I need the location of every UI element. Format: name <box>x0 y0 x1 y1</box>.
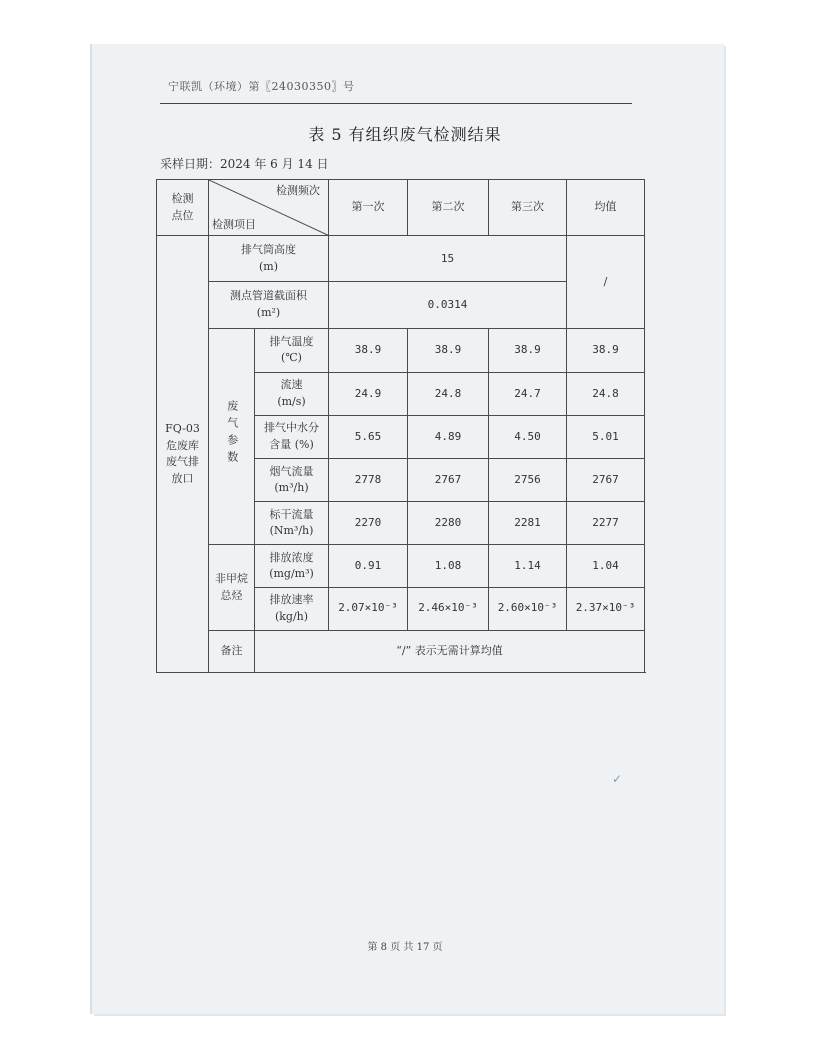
diagonal-header-cell <box>209 180 329 236</box>
col-header-3: 第三次 <box>489 180 567 236</box>
results-table <box>156 179 645 673</box>
gas-row-label: 排气温度 (℃) <box>255 328 329 372</box>
table-cell: 2281 <box>489 502 567 545</box>
nmhc-row-label: 排放速率 (kg/h) <box>255 587 329 630</box>
frequency-header: 检测频次 <box>276 184 320 197</box>
point-header: 检测 点位 <box>157 180 209 236</box>
table-cell: 2.07×10⁻³ <box>329 587 408 630</box>
table-cell: 38.9 <box>567 328 645 372</box>
page-footer: 第 8 页 共 17 页 <box>367 942 443 953</box>
table-cell: 5.65 <box>329 415 408 458</box>
nmhc-group: 非甲烷 总烃 <box>209 545 255 630</box>
table-cell: 2.46×10⁻³ <box>408 587 489 630</box>
gas-row-label: 标干流量 (Nm³/h) <box>255 502 329 545</box>
table-cell: 24.9 <box>329 372 408 415</box>
table-cell: 2.60×10⁻³ <box>489 587 567 630</box>
table-cell: 2767 <box>567 459 645 502</box>
table-cell: 2277 <box>567 502 645 545</box>
nmhc-row-label: 排放浓度 (mg/m³) <box>255 545 329 587</box>
table-cell: 4.89 <box>408 415 489 458</box>
table-cell: 0.91 <box>329 545 408 587</box>
header-divider <box>160 103 632 104</box>
table-cell: 24.8 <box>567 372 645 415</box>
table-cell: 2778 <box>329 459 408 502</box>
gas-row-label: 排气中水分 含量 (%) <box>255 415 329 458</box>
section-area-value: 0.0314 <box>329 282 567 328</box>
table-cell: 38.9 <box>329 328 408 372</box>
table-header-row <box>157 180 645 236</box>
table-cell: 2.37×10⁻³ <box>567 587 645 630</box>
col-header-2: 第二次 <box>408 180 489 236</box>
table-cell: 1.04 <box>567 545 645 587</box>
table-cell: 24.8 <box>408 372 489 415</box>
table-cell: 2270 <box>329 502 408 545</box>
table-cell: 2756 <box>489 459 567 502</box>
gas-row-label: 流速 (m/s) <box>255 372 329 415</box>
table-cell: 2280 <box>408 502 489 545</box>
col-header-mean: 均值 <box>567 180 645 236</box>
table-title: 表 5 有组织废气检测结果 <box>308 125 502 144</box>
table-cell: 38.9 <box>408 328 489 372</box>
remark-label: 备注 <box>209 630 255 672</box>
gas-params-group: 废气参数 <box>209 328 255 545</box>
table-cell: 38.9 <box>489 328 567 372</box>
remark-row <box>157 630 645 672</box>
check-mark: ✓ <box>612 772 623 786</box>
sampling-date: 采样日期：2024 年 6 月 14 日 <box>160 157 329 171</box>
table-row <box>157 328 645 372</box>
table-row <box>157 236 645 282</box>
table-row <box>157 545 645 587</box>
document-number: 宁联凯（环境）第〖24030350〗号 <box>168 80 355 93</box>
results-table-wrapper <box>156 179 644 673</box>
table-cell: 1.08 <box>408 545 489 587</box>
sampling-point: FQ-03 危废库 废气排 放口 <box>157 236 209 673</box>
table-cell: 5.01 <box>567 415 645 458</box>
remark-text: “/” 表示无需计算均值 <box>255 630 645 672</box>
stack-height-label: 排气筒高度 (m) <box>209 236 329 282</box>
table-cell: 4.50 <box>489 415 567 458</box>
gas-row-label: 烟气流量 (m³/h) <box>255 459 329 502</box>
col-header-1: 第一次 <box>329 180 408 236</box>
merged-mean-cell: / <box>567 236 645 328</box>
stack-height-value: 15 <box>329 236 567 282</box>
table-cell: 24.7 <box>489 372 567 415</box>
section-area-label: 测点管道截面积 (m²) <box>209 282 329 328</box>
item-header: 检测项目 <box>212 217 256 231</box>
table-cell: 1.14 <box>489 545 567 587</box>
table-cell: 2767 <box>408 459 489 502</box>
